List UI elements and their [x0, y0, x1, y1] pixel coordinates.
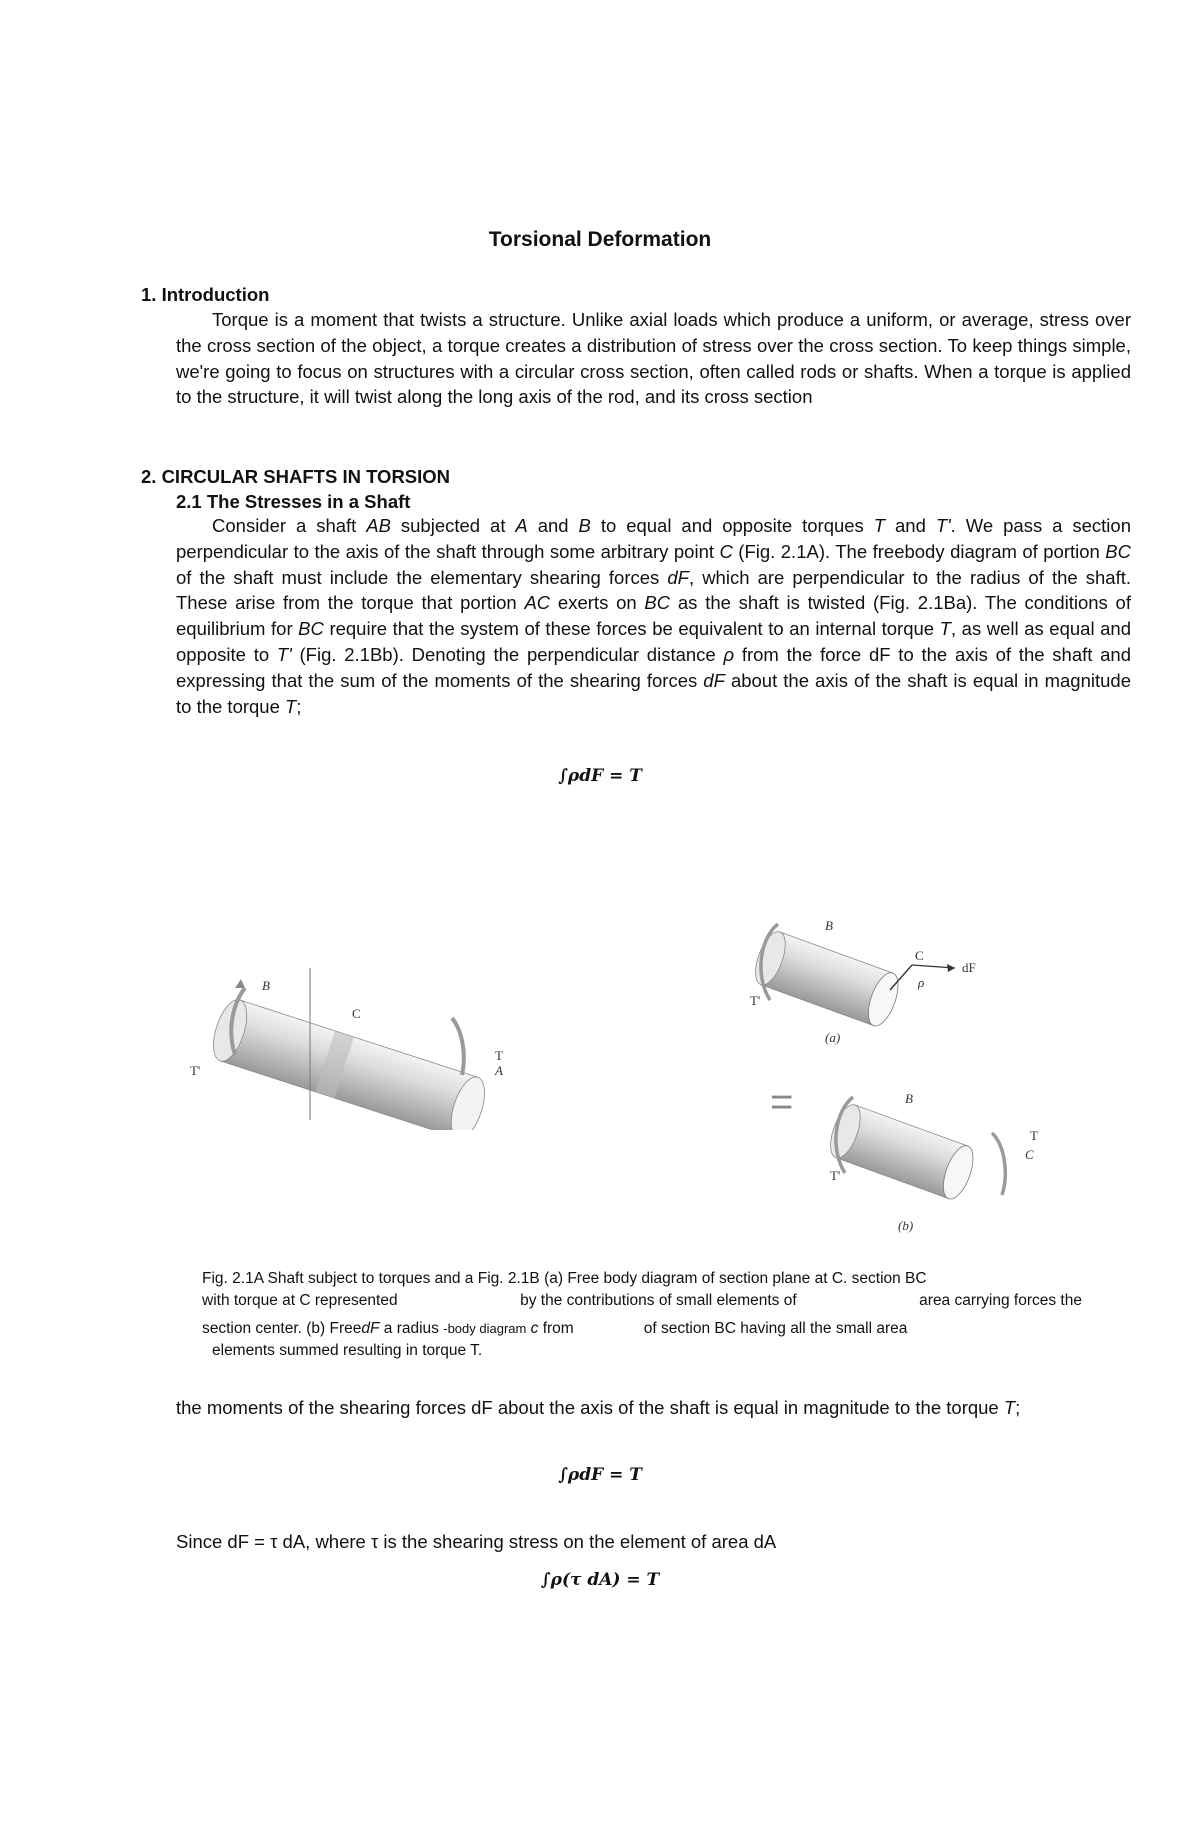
- figure-2-1b-a-free-body: [740, 910, 990, 1060]
- caption-line-4: elements summed resulting in torque T.: [212, 1342, 483, 1359]
- intro-paragraph: [176, 307, 1131, 410]
- equation-integral-rho-dF-2: ∫ρdF = T: [558, 1465, 642, 1485]
- figure-2-1b-b-free-body: [820, 1085, 1050, 1235]
- section-heading-circular-shafts: 2. CIRCULAR SHAFTS IN TORSION: [141, 466, 451, 487]
- label-c: C: [352, 1006, 361, 1021]
- label-b: B: [905, 1091, 913, 1106]
- intro-paragraph-text: Torque is a moment that twists a structure. Unlike axial loads which produce a uniform, or average, stress over the cross section of the object, a torque creates a distribution of stress over the cross section. To keep things simple, we're going to focus on structures with a circular cross section, often called rods or shafts. When a torque is applied to the structure, it will twist along the long axis of the rod, and its cross section: [176, 309, 1131, 408]
- torque-arrow-right: [452, 1018, 464, 1075]
- label-b: B: [262, 978, 270, 993]
- caption-line-1: Fig. 2.1A Shaft subject to torques and a Fig. 2.1B (a) Free body diagram of section plane at C. section BC: [202, 1270, 927, 1287]
- moments-paragraph: the moments of the shearing forces dF about the axis of the shaft is equal in magnitude to the torque T;: [176, 1397, 1021, 1418]
- label-t: T: [1030, 1128, 1038, 1143]
- stresses-paragraph: Consider a shaft AB subjected at A and B to equal and opposite torques T and T'. We pass a section perpendicular to the axis of the shaft through some arbitrary point C (Fig. 2.1A). The freebody diagram of portion BC of the shaft must include the elementary shearing forces dF, which are perpendicular to the radius of the shaft. These arise from the torque that portion AC exerts on BC as the shaft is twisted (Fig. 2.1Ba). The conditions of equilibrium for BC require that the system of these forces be equivalent to an internal torque T, as well as equal and opposite to T' (Fig. 2.1Bb). Denoting the perpendicular distance ρ from the force dF to the axis of the shaft and expressing that the sum of the moments of the shearing forces dF about the axis of the shaft is equal in magnitude to the torque T;: [176, 515, 1132, 717]
- label-t: T: [495, 1048, 503, 1063]
- label-df: dF: [962, 960, 976, 975]
- equals-sign: =: [770, 1080, 794, 1124]
- equation-integral-rho-tau-dA: ∫ρ(τ dA) = T: [540, 1570, 660, 1590]
- torque-arrow-right: [992, 1133, 1005, 1195]
- label-t-prime: T': [750, 993, 761, 1008]
- caption-line-3: section center. (b) FreedF a radius -body diagram c from of section BC having all the small area: [202, 1320, 908, 1337]
- since-paragraph: Since dF = τ dA, where τ is the shearing stress on the element of area dA: [176, 1531, 777, 1552]
- label-b-tag: (b): [898, 1218, 914, 1233]
- label-rho: ρ: [918, 975, 925, 990]
- label-a: A: [495, 1063, 503, 1078]
- page-title: Torsional Deformation: [488, 228, 712, 251]
- figure-2-1a-shaft-diagram: [190, 960, 540, 1130]
- label-t-prime: T': [190, 1063, 201, 1078]
- label-b: B: [825, 918, 833, 933]
- label-t-prime: T': [830, 1168, 841, 1183]
- label-a-tag: (a): [825, 1030, 841, 1045]
- label-c: C: [1025, 1147, 1034, 1162]
- caption-line-2: with torque at C represented by the contributions of small elements of area carrying forces the: [202, 1292, 1082, 1309]
- section-heading-introduction: 1. Introduction: [141, 284, 270, 305]
- subsection-heading-stresses: 2.1 The Stresses in a Shaft: [176, 491, 411, 512]
- equation-integral-rho-dF: ∫ρdF = T: [558, 766, 642, 786]
- figure-caption: [202, 1268, 1082, 1362]
- label-c: C: [915, 948, 924, 963]
